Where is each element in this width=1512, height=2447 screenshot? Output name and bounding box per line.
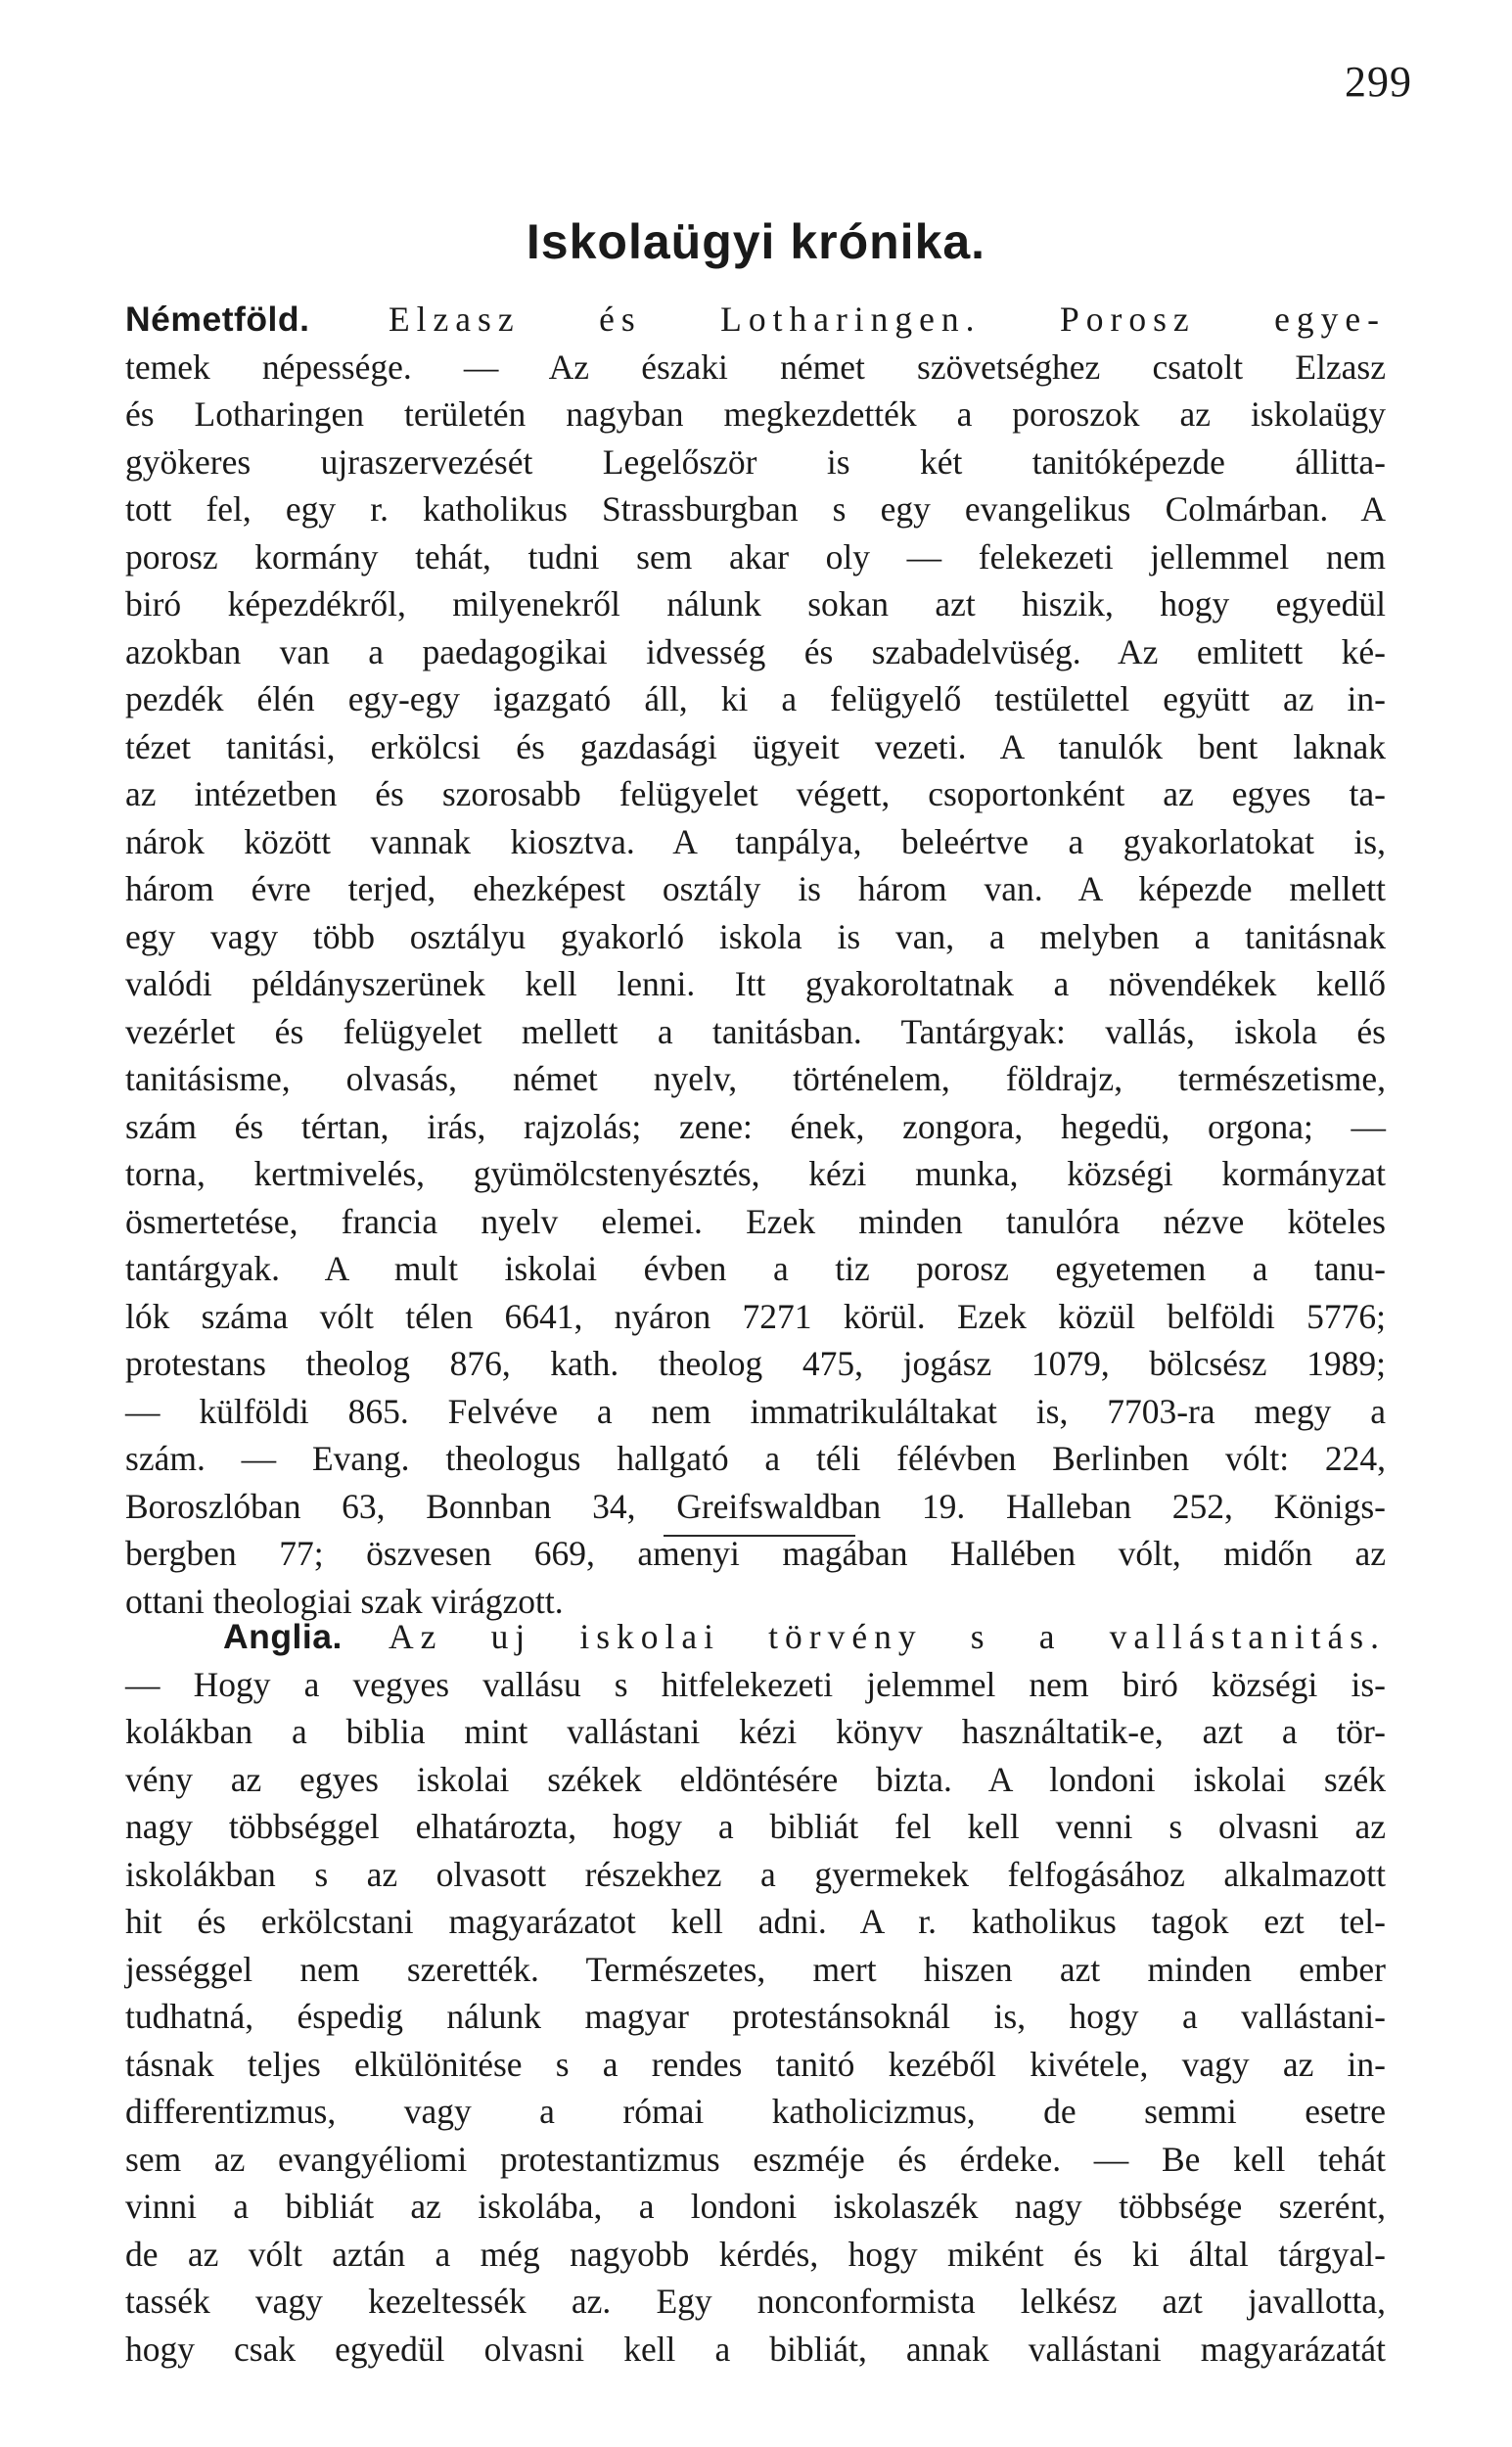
text-line: protestans theolog 876, kath. theolog 475, jogász 1079, bölcsész 1989; — [125, 1344, 1386, 1383]
page-number: 299 — [1345, 58, 1412, 106]
text-line: sem az evangyéliomi protestantizmus eszméje és érdeke. — Be kell tehát — [125, 2139, 1386, 2179]
text-line: hogy csak egyedül olvasni kell a bibliát, annak vallástani magyarázatát — [125, 2329, 1386, 2369]
section-heading-line — [125, 1613, 1386, 1661]
text-line: tott fel, egy r. katholikus Strassburgban s egy evangelikus Colmárban. A — [125, 489, 1386, 529]
text-line: szám. — Evang. theologus hallgató a téli félévben Berlinben vólt: 224, — [125, 1439, 1386, 1478]
text-line: az intézetben és szorosabb felügyelet végett, csoportonként az egyes ta- — [125, 774, 1386, 813]
text-line: tudhatná, éspedig nálunk magyar protestánsoknál is, hogy a vallástani- — [125, 1997, 1386, 2036]
text-line: lók száma vólt télen 6641, nyáron 7271 körül. Ezek közül belföldi 5776; — [125, 1296, 1386, 1336]
text-line: ottani theologiai szak virágzott. — [125, 1581, 564, 1621]
text-line: iskolákban s az olvasott részekhez a gyermekek felfogásához alkalmazott — [125, 1854, 1386, 1894]
text-line: tásnak teljes elkülönitése s a rendes tanitó kezéből kivétele, vagy az in- — [125, 2044, 1386, 2084]
section-country: Németföld. — [125, 300, 310, 339]
text-line: jességgel nem szerették. Természetes, mert hiszen azt minden ember — [125, 1949, 1386, 1989]
text-line: azokban van a paedagogikai idvesség és szabadelvüség. Az emlitett ké- — [125, 631, 1386, 671]
section-divider — [664, 1535, 855, 1537]
text-line: torna, kertmivelés, gyümölcstenyésztés, kézi munka, községi kormányzat — [125, 1154, 1386, 1193]
text-line: differentizmus, vagy a római katholicizmus, de semmi esetre — [125, 2092, 1386, 2131]
text-line: bergben 77; öszvesen 669, amenyi magában Hallében vólt, midőn az — [125, 1534, 1386, 1573]
text-line: — Hogy a vegyes vallásu s hitfelekezeti jelemmel nem biró községi is- — [125, 1664, 1386, 1704]
text-line: vezérlet és felügyelet mellett a tanitásban. Tantárgyak: vallás, iskola és — [125, 1011, 1386, 1051]
section-heading-line — [125, 296, 1386, 344]
text-line: nárok között vannak kiosztva. A tanpálya, beleértve a gyakorlatokat is, — [125, 821, 1386, 861]
text-line: tassék vagy kezeltessék az. Egy nonconformista lelkész azt javallotta, — [125, 2282, 1386, 2321]
page-title: Iskolaügyi krónika. — [526, 214, 986, 269]
section-nemetfold — [125, 296, 1386, 1625]
text-line: és Lotharingen területén nagyban megkezdették a poroszok az iskolaügy — [125, 394, 1386, 434]
text-line: ösmertetése, francia nyelv elemei. Ezek minden tanulóra nézve köteles — [125, 1201, 1386, 1241]
text-line: vinni a bibliát az iskolába, a londoni iskolaszék nagy többsége szerént, — [125, 2187, 1386, 2226]
text-line: de az vólt aztán a még nagyobb kérdés, hogy miként és ki által tárgyal- — [125, 2234, 1386, 2274]
section-subtitle: Az uj iskolai törvény s a vallástanitás. — [342, 1617, 1386, 1656]
text-line: nagy többséggel elhatározta, hogy a bibliát fel kell venni s olvasni az — [125, 1807, 1386, 1846]
text-line: kolákban a biblia mint vallástani kézi könyv használtatik-e, azt a tör- — [125, 1712, 1386, 1751]
text-line: egy vagy több osztályu gyakorló iskola is van, a melyben a tanitásnak — [125, 916, 1386, 956]
text-line: hit és erkölcstani magyarázatot kell adni. A r. katholikus tagok ezt tel- — [125, 1902, 1386, 1941]
text-line: biró képezdékről, milyenekről nálunk sokan azt hiszik, hogy egyedül — [125, 584, 1386, 623]
section-anglia — [125, 1613, 1386, 2373]
text-line: tantárgyak. A mult iskolai évben a tiz porosz egyetemen a tanu- — [125, 1249, 1386, 1288]
text-line: tanitásisme, olvasás, német nyelv, történelem, földrajz, természetisme, — [125, 1059, 1386, 1098]
text-line: szám és tértan, irás, rajzolás; zene: ének, zongora, hegedü, orgona; — — [125, 1106, 1386, 1146]
text-line: vény az egyes iskolai székek eldöntésére bizta. A londoni iskolai szék — [125, 1759, 1386, 1799]
text-line: Boroszlóban 63, Bonnban 34, Greifswaldban 19. Halleban 252, Königs- — [125, 1486, 1386, 1526]
text-line: temek népessége. — Az északi német szövetséghez csatolt Elzasz — [125, 346, 1386, 387]
text-line: — külföldi 865. Felvéve a nem immatrikuláltakat is, 7703-ra megy a — [125, 1391, 1386, 1431]
text-line: tézet tanitási, erkölcsi és gazdasági ügyeit vezeti. A tanulók bent laknak — [125, 726, 1386, 766]
text-line: gyökeres ujraszervezését Legelőször is két tanitóképezde állitta- — [125, 441, 1386, 482]
text-line: valódi példányszerünek kell lenni. Itt gyakoroltatnak a növendékek kellő — [125, 964, 1386, 1003]
text-line: porosz kormány tehát, tudni sem akar oly — felekezeti jellemmel nem — [125, 536, 1386, 577]
section-subtitle: Elzasz és Lotharingen. Porosz egye- — [309, 300, 1386, 339]
section-country: Anglia. — [223, 1617, 343, 1656]
text-line: három évre terjed, ehezképest osztály is három van. A képezde mellett — [125, 869, 1386, 908]
text-line: pezdék élén egy-egy igazgató áll, ki a felügyelő testülettel együtt az in- — [125, 679, 1386, 718]
